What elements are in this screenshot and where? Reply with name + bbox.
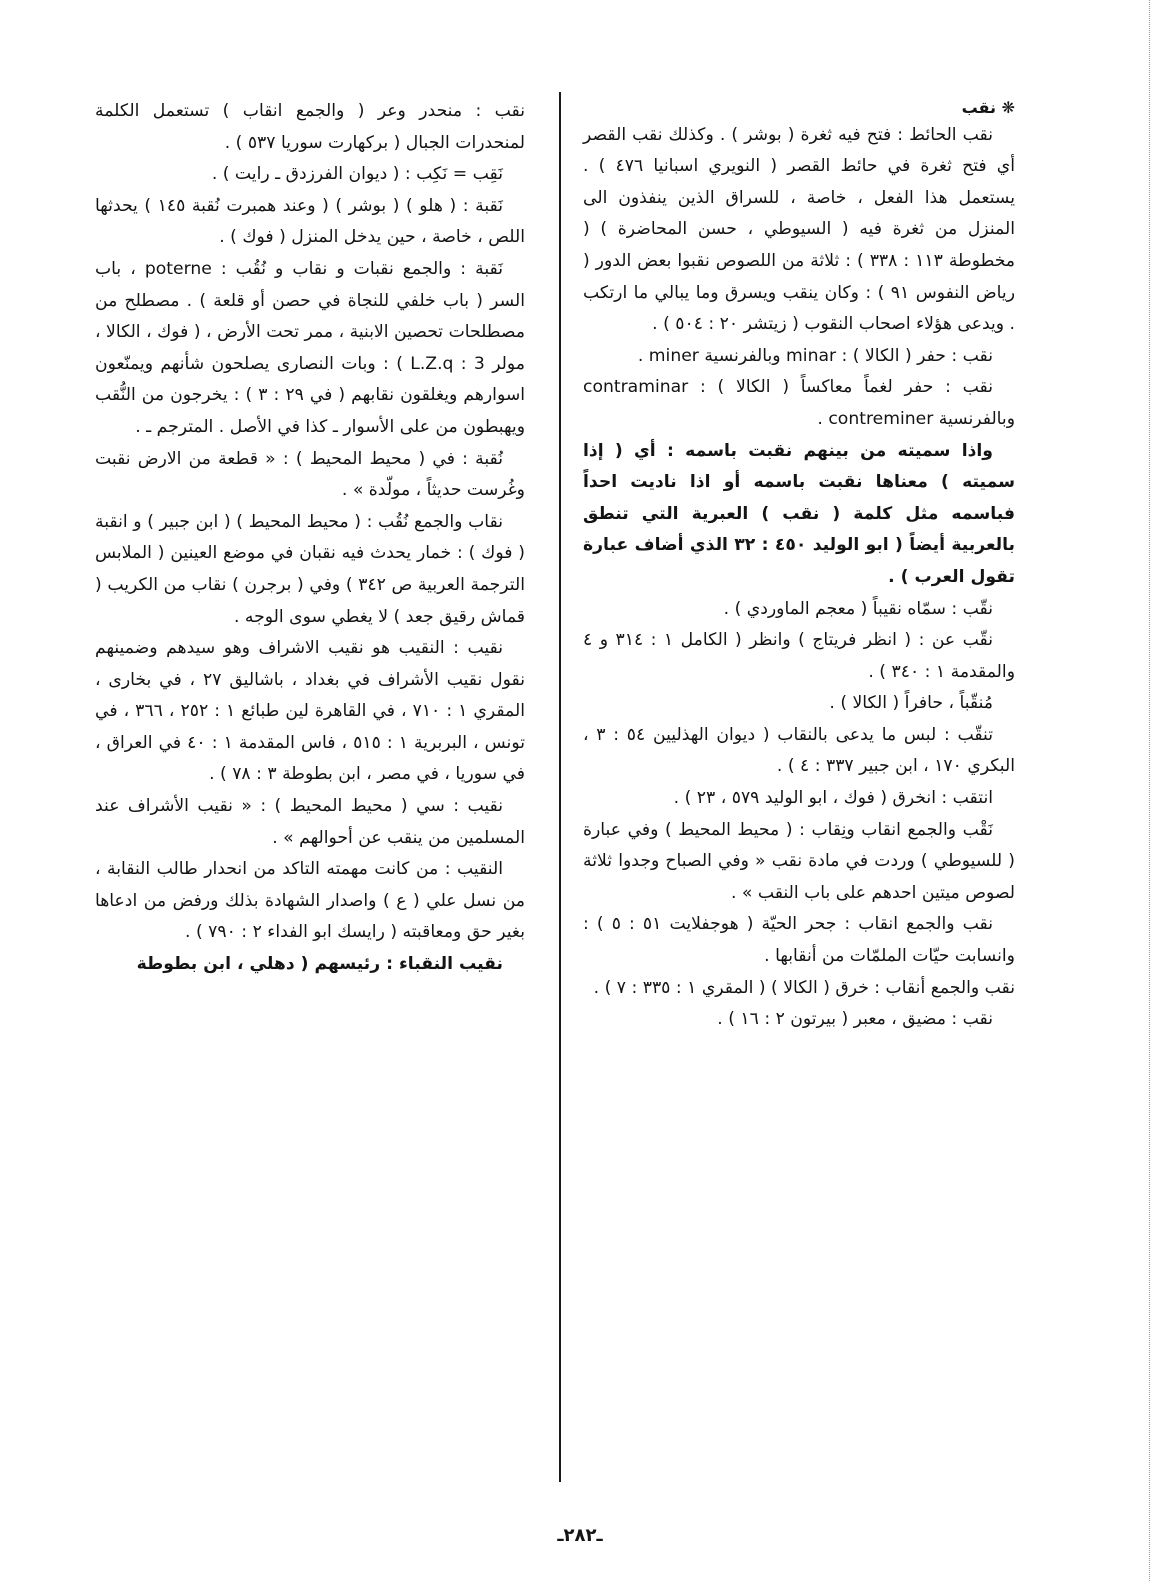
entry: مُنقّباً ، حافراً ( الكالا ) . xyxy=(829,693,993,714)
entry: نقب : حفر ( الكالا ) : minar وبالفرنسية miner . xyxy=(637,345,993,366)
entry: نقب والجمع انقاب : جحر الحيّة ( هوجفلايت ٥١ : ٥ ) : وانسابت حيّات الملمّات من أنقابها . xyxy=(583,914,1015,967)
entry: نقب : مضيق ، معبر ( بيرتون ٢ : ١٦ ) . xyxy=(717,1009,993,1030)
entry: نقيب : النقيب هو نقيب الاشراف وهو سيدهم وضمينهم نقول نقيب الأشراف في بغداد ، باشاليق ٢٧ ، في بخارى ، المقري ١ : ٧١٠ ، في القاهرة لين طبائع ١ : ٢٥٢ ، ٣٦٦ ، في تونس ، البربرية ١ : ٥١٥ ، فاس المقدمة ١ : ٤٠ في العراق ، في سوريا ، في مصر ، ابن بطوطة ٣ : ٧٨ ) . xyxy=(95,638,526,785)
page-number: ـ٢٨٢ـ xyxy=(557,1525,603,1546)
page-header-root: ❋ نقب xyxy=(961,98,1015,117)
entry: نقيب : سي ( محيط المحيط ) : « نقيب الأشراف عند المسلمين من ينقب عن أحوالهم » . xyxy=(95,796,525,848)
entry: نقب الحائط : فتح فيه ثغرة ( بوشر ) . وكذلك نقب القصر أي فتح ثغرة في حائط القصر ( النويري اسبانيا ٤٧٦ ) . يستعمل هذا الفعل ، خاصة ، للسراق الذين ينفذون الى المنزل من ثغرة فيه ( السيوطي ، حسن المحاضرة ) ( مخطوطة ١١٣ : ٣٣٨ ) : ثلاثة من اللصوص نقبوا بعض الدور ( رياض النفوس ٩١ ) : وكان ينقب ويسرق وما يبالي ما ارتكب . ويدعى هؤلاء اصحاب النقوب ( زيتشر ٢٠ : ٥٠٤ ) . xyxy=(583,124,1016,335)
page-edge-dotted-line xyxy=(1148,0,1150,1581)
entry: تنقّب : لبس ما يدعى بالنقاب ( ديوان الهذليين ٥٤ : ٣ ، البكري ١٧٠ ، ابن جبير ٣٣٧ : ٤ ) . xyxy=(583,724,1015,777)
left-column xyxy=(95,96,525,981)
entry: نَقبة : والجمع نقبات و نقاب و نُقُب : poterne ، باب السر ( باب خلفي للنجاة في حصن أو قلعة ) . مصطلح من مصطلحات تحصين الابنية ، ممر تحت الأرض ، ( فوك ، الكالا ، مولر L.Z.q : 3 ) : وبات النصارى يصلحون شأنهم ويمنّعون اسوارهم ويغلقون نقابهم ( في ٢٩ : ٣ ) : يخرجون من النُّقب ويهبطون من على الأسوار ـ كذا في الأصل . المترجم ـ . xyxy=(95,258,526,437)
entry: نقّب عن : ( انظر فريتاج ) وانظر ( الكامل ١ : ٣١٤ و ٤ والمقدمة ١ : ٣٤٠ ) . xyxy=(583,630,1015,682)
entry: نقب والجمع أنقاب : خرق ( الكالا ) ( المقري ١ : ٣٣٥ : ٧ ) . xyxy=(593,977,1015,998)
entry: واذا سميته من بينهم نقبت باسمه : أي ( إذا سميته ) معناها نقبت باسمه أو اذا ناديت احداً فباسمه مثل كلمة ( نقب ) العبرية التي تنطق بالعربية أيضاً ( ابو الوليد ٤٥٠ : ٣٢ الذي أضاف عبارة تقول العرب ) . xyxy=(583,440,1016,587)
entry: نَقْب والجمع انقاب ونِقاب : ( محيط المحيط ) وفي عبارة ( للسيوطي ) وردت في مادة نقب « وفي الصباح وجدوا ثلاثة لصوص ميتين احدهم على باب النقب » . xyxy=(583,819,1015,903)
column-divider xyxy=(559,92,561,1482)
entry: نَقِب = نَكِب : ( ديوان الفرزدق ـ رايت ) . xyxy=(211,164,503,185)
entry: نقب : حفر لغماً معاكساً ( الكالا ) : contraminar وبالفرنسية contreminer . xyxy=(583,377,1015,429)
entry: نُقبة : في ( محيط المحيط ) : « قطعة من الارض نقبت وغُرست حديثاً ، مولّدة » . xyxy=(95,448,525,501)
entry: نقاب والجمع نُقُب : ( محيط المحيط ) ( ابن جبير ) و انقبة ( فوك ) : خمار يحدث فيه نقبان في موضع العينين ( الملابس الترجمة العربية ص ٣٤٢ ) وفي ( برجرن ) نقاب من الكريب ( قماش رقيق جعد ) لا يغطي سوى الوجه . xyxy=(95,511,525,627)
entry: نقّب : سمّاه نقيباً ( معجم الماوردي ) . xyxy=(723,598,993,619)
right-column xyxy=(583,92,1015,1036)
entry: نقب : منحدر وعر ( والجمع انقاب ) تستعمل الكلمة لمنحدرات الجبال ( بركهارت سوريا ٥٣٧ ) . xyxy=(95,101,525,153)
entry: نَقبة : ( هلو ) ( بوشر ) ( وعند همبرت نُقبة ١٤٥ ) يحدثها اللص ، خاصة ، حين يدخل المنزل ( فوك ) . xyxy=(95,195,525,248)
entry: انتقب : انخرق ( فوك ، ابو الوليد ٥٧٩ ، ٢٣ ) . xyxy=(673,788,993,809)
entry: نقيب النقباء : رئيسهم ( دهلي ، ابن بطوطة xyxy=(136,954,503,975)
entry: النقيب : من كانت مهمته التاكد من انحدار طالب النقابة ، من نسل علي ( ع ) واصدار الشهادة بذلك ورفض من ادعاها بغير حق ومعاقبته ( رايسك ابو الفداء ٢ : ٧٩٠ ) . xyxy=(95,859,525,943)
